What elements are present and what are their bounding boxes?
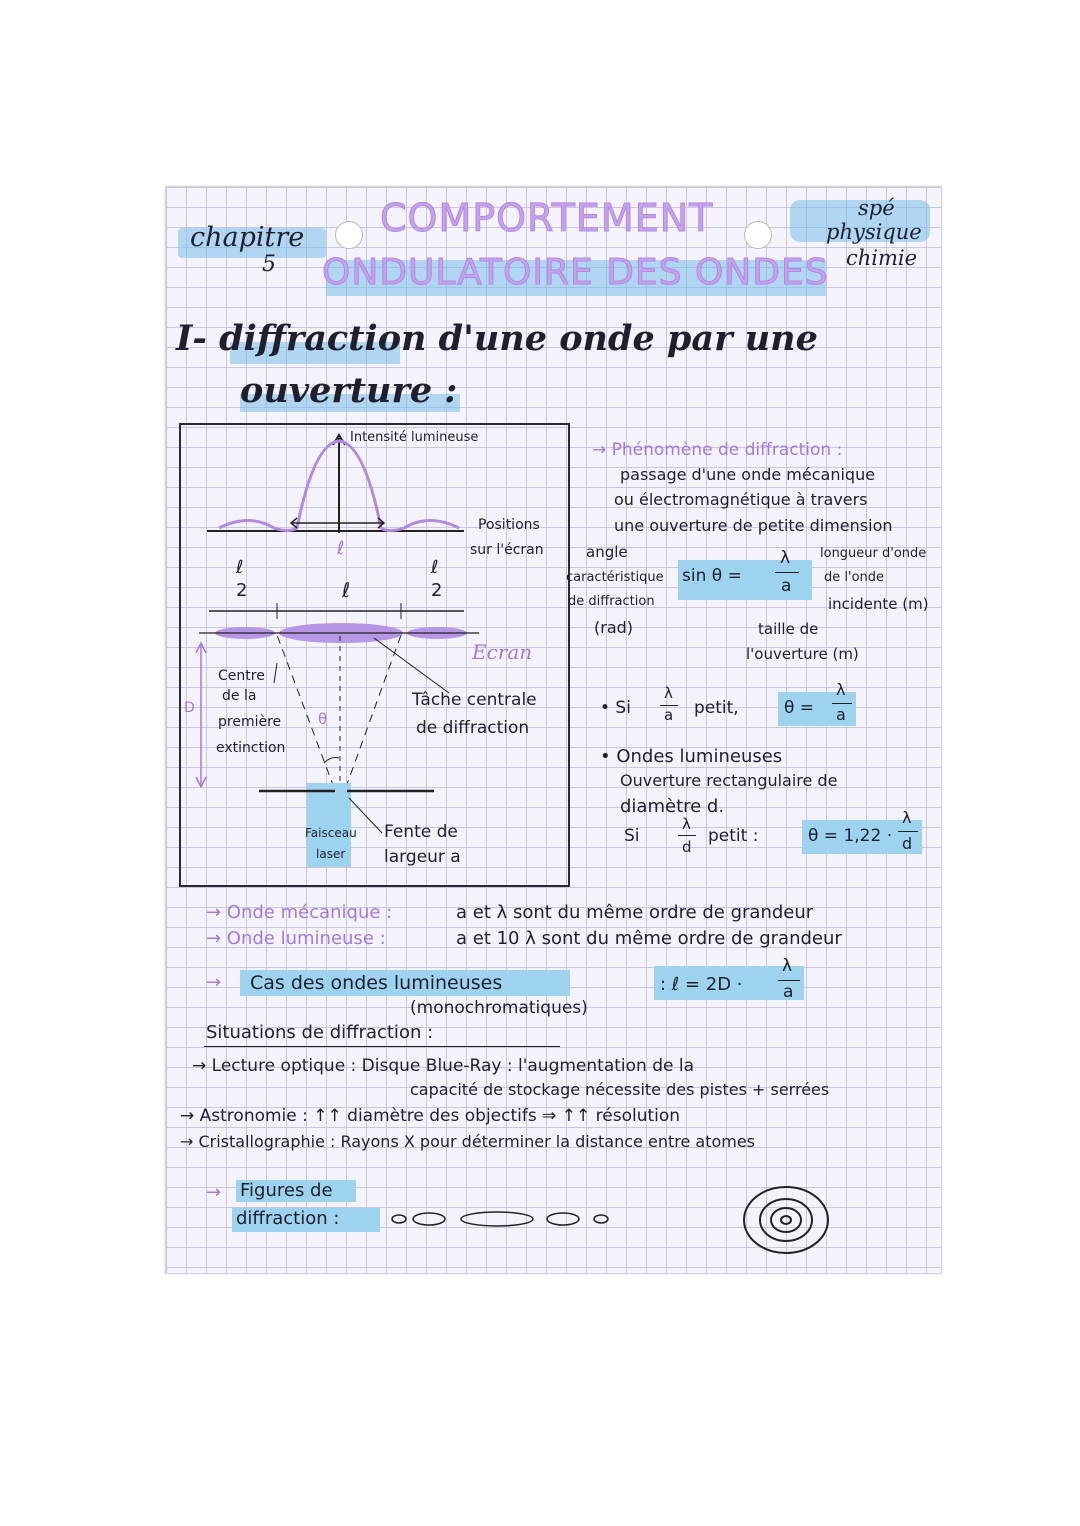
ouverture-line-2: diamètre d. bbox=[620, 796, 725, 817]
ondes-lumineuses: • Ondes lumineuses bbox=[600, 746, 783, 767]
size-label-1: taille de bbox=[758, 620, 819, 638]
tache-label-1: Tâche centrale bbox=[412, 690, 537, 710]
subject-line-3: chimie bbox=[846, 246, 918, 270]
lecture-optique-2: capacité de stockage nécessite des pistes + serrées bbox=[410, 1080, 830, 1099]
diffraction-figures-ellipses bbox=[385, 1204, 635, 1238]
centre-label-4: extinction bbox=[216, 740, 286, 756]
condition-lambda-2: λ bbox=[682, 815, 691, 833]
cristallographie: → Cristallographie : Rayons X pour déterminer la distance entre atomes bbox=[180, 1132, 756, 1151]
size-label-2: l'ouverture (m) bbox=[746, 645, 859, 663]
condition-si-1: • Si bbox=[600, 698, 631, 718]
l-formula: : ℓ = 2D · bbox=[660, 974, 743, 995]
cas-ondes-lumineuses: Cas des ondes lumineuses bbox=[250, 972, 503, 994]
centre-label-3: première bbox=[218, 714, 282, 730]
l-half-left-num: ℓ bbox=[236, 557, 244, 578]
fente-label-1: Fente de bbox=[384, 822, 458, 842]
l-half-left-den: 2 bbox=[236, 580, 248, 601]
section-title-line-1: I- diffraction d'une onde par une bbox=[176, 318, 818, 359]
onde-lumineuse-label: → Onde lumineuse : bbox=[206, 928, 386, 949]
angle-label-4: (rad) bbox=[594, 618, 634, 637]
l-half-right-num: ℓ bbox=[431, 557, 439, 578]
onde-mecanique-label: → Onde mécanique : bbox=[206, 902, 393, 923]
onde-lumineuse-text: a et 10 λ sont du même ordre de grandeur bbox=[456, 928, 842, 949]
ecran-label: Ecran bbox=[472, 640, 533, 664]
figures-label-2: diffraction : bbox=[236, 1208, 340, 1229]
situations-heading: Situations de diffraction : bbox=[206, 1022, 434, 1043]
l-formula-lambda: λ bbox=[782, 956, 793, 976]
condition-si-2: Si bbox=[624, 826, 640, 846]
theta-equals: θ = bbox=[784, 698, 815, 718]
lecture-optique: → Lecture optique : Disque Blue-Ray : l'augmentation de la bbox=[192, 1056, 695, 1076]
theta-equals-2: θ = 1,22 · bbox=[808, 826, 893, 846]
positions-label: Positions bbox=[478, 517, 540, 533]
definition-line-1: passage d'une onde mécanique bbox=[620, 465, 876, 484]
definition-line-2: ou électromagnétique à travers bbox=[614, 490, 868, 509]
condition-petit-2: petit : bbox=[708, 826, 759, 846]
title-line-2: ONDULATOIRE DES ONDES bbox=[322, 252, 829, 293]
section-title-line-2: ouverture : bbox=[240, 370, 458, 411]
theta-lambda: λ bbox=[836, 680, 846, 699]
situations-underline bbox=[204, 1046, 560, 1047]
theta2-lambda: λ bbox=[902, 808, 912, 827]
phenomene-heading: → Phénomène de diffraction : bbox=[592, 440, 843, 460]
condition-petit-1: petit, bbox=[694, 698, 739, 718]
definition-line-3: une ouverture de petite dimension bbox=[614, 516, 893, 535]
condition-d: d bbox=[682, 838, 692, 856]
theta-label: θ bbox=[318, 710, 328, 728]
condition-lambda-1: λ bbox=[664, 684, 673, 702]
faisceau-label-2: laser bbox=[316, 847, 346, 861]
positions-label-2: sur l'écran bbox=[470, 542, 544, 558]
subject-line-1: spé bbox=[858, 196, 895, 220]
theta-fraction-bar bbox=[832, 703, 852, 704]
title-line-1: COMPORTEMENT bbox=[380, 196, 714, 240]
l-label: ℓ bbox=[342, 578, 351, 602]
formula-a: a bbox=[781, 576, 792, 596]
centre-label-2: de la bbox=[222, 688, 257, 704]
circular-diffraction-figure bbox=[738, 1184, 834, 1260]
centre-label-1: Centre bbox=[218, 668, 265, 684]
punch-hole-right bbox=[744, 221, 772, 249]
subject-line-2: physique bbox=[826, 220, 922, 244]
angle-label-1: angle bbox=[586, 543, 628, 561]
condition-fraction-bar-2 bbox=[678, 835, 696, 836]
formula-fraction-bar bbox=[775, 572, 799, 573]
tache-label-2: de diffraction bbox=[416, 718, 530, 738]
punch-hole-left bbox=[335, 221, 363, 249]
theta-a: a bbox=[836, 705, 846, 724]
cas-arrow: → bbox=[206, 972, 222, 993]
formula-lambda: λ bbox=[780, 548, 791, 568]
faisceau-label-1: Faisceau bbox=[305, 826, 357, 840]
wavelength-label-1: longueur d'onde bbox=[820, 546, 927, 561]
intensity-label: Intensité lumineuse bbox=[350, 430, 479, 445]
D-label: D bbox=[184, 700, 195, 716]
l-formula-bar bbox=[778, 980, 800, 981]
chapter-label: chapitre bbox=[190, 222, 305, 253]
figures-arrow: → bbox=[206, 1182, 222, 1203]
theta2-fraction-bar bbox=[898, 831, 918, 832]
angle-label-3: de diffraction bbox=[568, 594, 655, 609]
onde-mecanique-text: a et λ sont du même ordre de grandeur bbox=[456, 902, 814, 923]
wavelength-label-2: de l'onde bbox=[824, 570, 885, 585]
astronomie: → Astronomie : ↑↑ diamètre des objectifs ⇒ ↑↑ résolution bbox=[180, 1106, 681, 1126]
chapter-number: 5 bbox=[262, 252, 276, 277]
ouverture-line-1: Ouverture rectangulaire de bbox=[620, 771, 838, 790]
condition-a-1: a bbox=[664, 706, 674, 724]
theta2-d: d bbox=[902, 834, 913, 853]
figures-label-1: Figures de bbox=[240, 1180, 333, 1201]
monochromatiques: (monochromatiques) bbox=[410, 998, 588, 1018]
l-formula-a: a bbox=[783, 982, 794, 1002]
l-label-top: ℓ bbox=[337, 538, 345, 559]
formula-lhs: sin θ = bbox=[682, 566, 742, 586]
l-half-right-den: 2 bbox=[431, 580, 443, 601]
fente-label-2: largeur a bbox=[384, 847, 461, 867]
angle-label-2: caractéristique bbox=[566, 570, 664, 585]
wavelength-label-3: incidente (m) bbox=[828, 595, 929, 613]
